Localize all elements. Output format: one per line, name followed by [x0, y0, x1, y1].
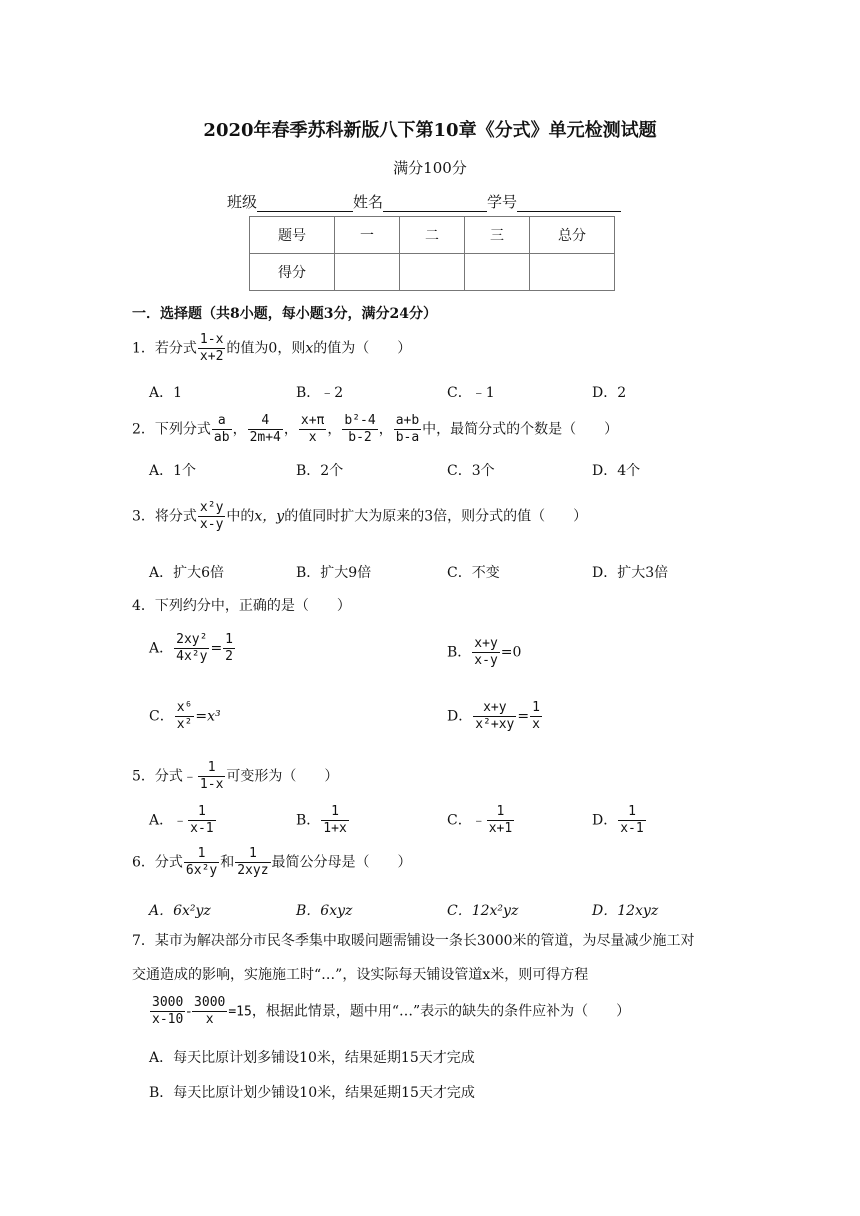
q3-fraction: $\frac{\text{x²y}}{x-y}$ [199, 500, 224, 532]
id-label: 学号 [487, 193, 518, 211]
q6-option-b[interactable]: B．6xyz [296, 903, 353, 919]
q6-text: 6．分式 [132, 854, 183, 871]
q3-option-c[interactable]: C．不变 [447, 565, 500, 581]
q6-option-a[interactable]: A．6x²yz [149, 903, 211, 919]
score-header-cell: 题号 [250, 217, 335, 254]
q3-option-a[interactable]: A．扩大6倍 [149, 565, 225, 581]
section-heading: 一．选择题（共8小题，每小题3分，满分24分） [132, 306, 437, 322]
q3-text: 3．将分式 [132, 508, 197, 525]
q7-option-b[interactable]: B．每天比原计划少铺设10米，结果延期15天才完成 [149, 1085, 475, 1101]
q5-option-c[interactable]: C．﹣ $\frac{1}{x+1}$ [447, 804, 513, 836]
page-title: 2020年春季苏科新版八下第10章《分式》单元检测试题 [203, 120, 657, 141]
q3-vars: x，y [254, 508, 285, 525]
q3-option-b[interactable]: B．扩大9倍 [296, 565, 372, 581]
q2-text-2: 中，最简分式的个数是（ ） [422, 421, 619, 438]
score-cell[interactable] [335, 254, 400, 291]
q1-text-2: 的值为0，则 [226, 340, 306, 357]
score-header-cell: 二 [400, 217, 465, 254]
q3-text-2: 中的 [226, 508, 255, 525]
score-header-cell: 总分 [530, 217, 615, 254]
q2-text: 2．下列分式 [132, 421, 211, 438]
score-row-label: 得分 [250, 254, 335, 291]
q2-fraction-1: $\frac{a}{ab}$ [213, 413, 230, 445]
q1-fraction: $\frac{1-x}{x+2}$ [199, 332, 224, 364]
score-header-cell: 三 [465, 217, 530, 254]
q5-text: 5．分式﹣ [132, 768, 197, 785]
q4-option-a[interactable]: A． $\frac{\text{2xy²}}{\text{4x²y}}$ = $\frac{1}{2}$ [149, 632, 233, 664]
class-label: 班级 [227, 193, 258, 211]
question-7-line-2: 交通造成的影响，实施施工时“…”，设实际每天铺设管道x米，则可得方程 [132, 967, 589, 983]
score-table [249, 216, 615, 291]
q6-option-c[interactable]: C．12x²yz [447, 903, 519, 919]
q2-option-d[interactable]: D．4个 [592, 463, 641, 479]
question-5 [132, 760, 338, 793]
q7-option-a[interactable]: A．每天比原计划多铺设10米，结果延期15天才完成 [149, 1050, 475, 1066]
score-header-cell: 一 [335, 217, 400, 254]
q4-option-d[interactable]: D． $\frac{x+y}{\text{x²+xy}}$ = $\frac{1}{x}$ [447, 700, 540, 732]
q3-option-d[interactable]: D．扩大3倍 [592, 565, 669, 581]
q5-text-2: 可变形为（ ） [226, 768, 339, 785]
score-table-header-row [250, 217, 615, 254]
question-3 [132, 500, 587, 533]
q5-fraction: $\frac{1}{1-x}$ [199, 760, 224, 792]
q1-text-3: 的值为（ ） [313, 340, 412, 357]
q4-option-b[interactable]: B． $\frac{x+y}{x-y}$ =0 [447, 636, 522, 668]
q2-fraction-5: $\frac{a+b}{b-a}$ [395, 413, 420, 445]
q2-option-b[interactable]: B．2个 [296, 463, 344, 479]
q1-option-b[interactable]: B．﹣2 [296, 385, 344, 401]
q7-fraction-1: $\frac{3000}{x-10}$ [152, 995, 184, 1027]
q2-option-a[interactable]: A．1个 [149, 463, 197, 479]
name-label: 姓名 [353, 193, 384, 211]
score-cell[interactable] [400, 254, 465, 291]
q7-text-3: ，根据此情景，题中用“…”表示的缺失的条件应补为（ ） [251, 1003, 631, 1020]
q2-fraction-4: $\frac{\text{b²-4}}{b-2}$ [344, 413, 376, 445]
q1-var: x [305, 340, 314, 357]
q1-option-d[interactable]: D．2 [592, 385, 627, 401]
q5-option-d[interactable]: D． $\frac{1}{x-1}$ [592, 804, 644, 836]
question-2: 2．下列分式 $\frac{a}{ab}$ ， $\frac{4}{2m+4}$ ， $\frac{x+\pi}{x}$ ， $\frac{\text{b²-4}}{b-2}$ ， $\frac{a+b}{b-a}$ 中，最简分式的个数是（ ） [132, 413, 619, 445]
student-info-line [227, 191, 621, 212]
q7-fraction-2: $\frac{3000}{x}$ [194, 995, 226, 1027]
q5-option-b[interactable]: B． $\frac{1}{1+x}$ [296, 804, 347, 836]
question-1 [132, 332, 411, 365]
question-7-line-1: 7．某市为解决部分市民冬季集中取暖问题需铺设一条长3000米的管道，为尽量减少施工对 [132, 933, 695, 949]
score-cell[interactable] [465, 254, 530, 291]
question-4: 4．下列约分中，正确的是（ ） [132, 598, 351, 614]
q4-option-c[interactable]: C． $\frac{\text{x⁶}}{\text{x²}}$ =x³ [149, 700, 221, 732]
q6-fraction-1: $\frac{1}{\text{6x²y}}$ [185, 846, 218, 878]
q2-fraction-2: $\frac{4}{2m+4}$ [249, 413, 281, 445]
q1-text: 1．若分式 [132, 340, 197, 357]
score-table-row [250, 254, 615, 291]
q6-option-d[interactable]: D．12xyz [592, 903, 659, 919]
question-7-equation-line: $\frac{3000}{x-10}$ - $\frac{3000}{x}$ =15，根据此情景，题中用“…”表示的缺失的条件应补为（ ） [152, 995, 631, 1027]
q6-fraction-2: $\frac{1}{\text{2xyz}}$ [237, 846, 269, 878]
q2-option-c[interactable]: C．3个 [447, 463, 495, 479]
q6-text-2: 最简公分母是（ ） [271, 854, 412, 871]
q1-option-a[interactable]: A．1 [149, 385, 183, 401]
name-blank[interactable] [383, 195, 487, 212]
q1-option-c[interactable]: C．﹣1 [447, 385, 495, 401]
question-6: 6．分式 $\frac{1}{\text{6x²y}}$ 和 $\frac{1}{\text{2xyz}}$ 最简公分母是（ ） [132, 846, 412, 878]
q5-option-a[interactable]: A．﹣ $\frac{1}{x-1}$ [149, 804, 214, 836]
score-cell[interactable] [530, 254, 615, 291]
full-score: 满分100分 [393, 159, 467, 177]
class-blank[interactable] [257, 195, 353, 212]
id-blank[interactable] [517, 195, 621, 212]
q3-text-3: 的值同时扩大为原来的3倍，则分式的值（ ） [284, 508, 588, 525]
q2-fraction-3: $\frac{x+\pi}{x}$ [300, 413, 325, 445]
